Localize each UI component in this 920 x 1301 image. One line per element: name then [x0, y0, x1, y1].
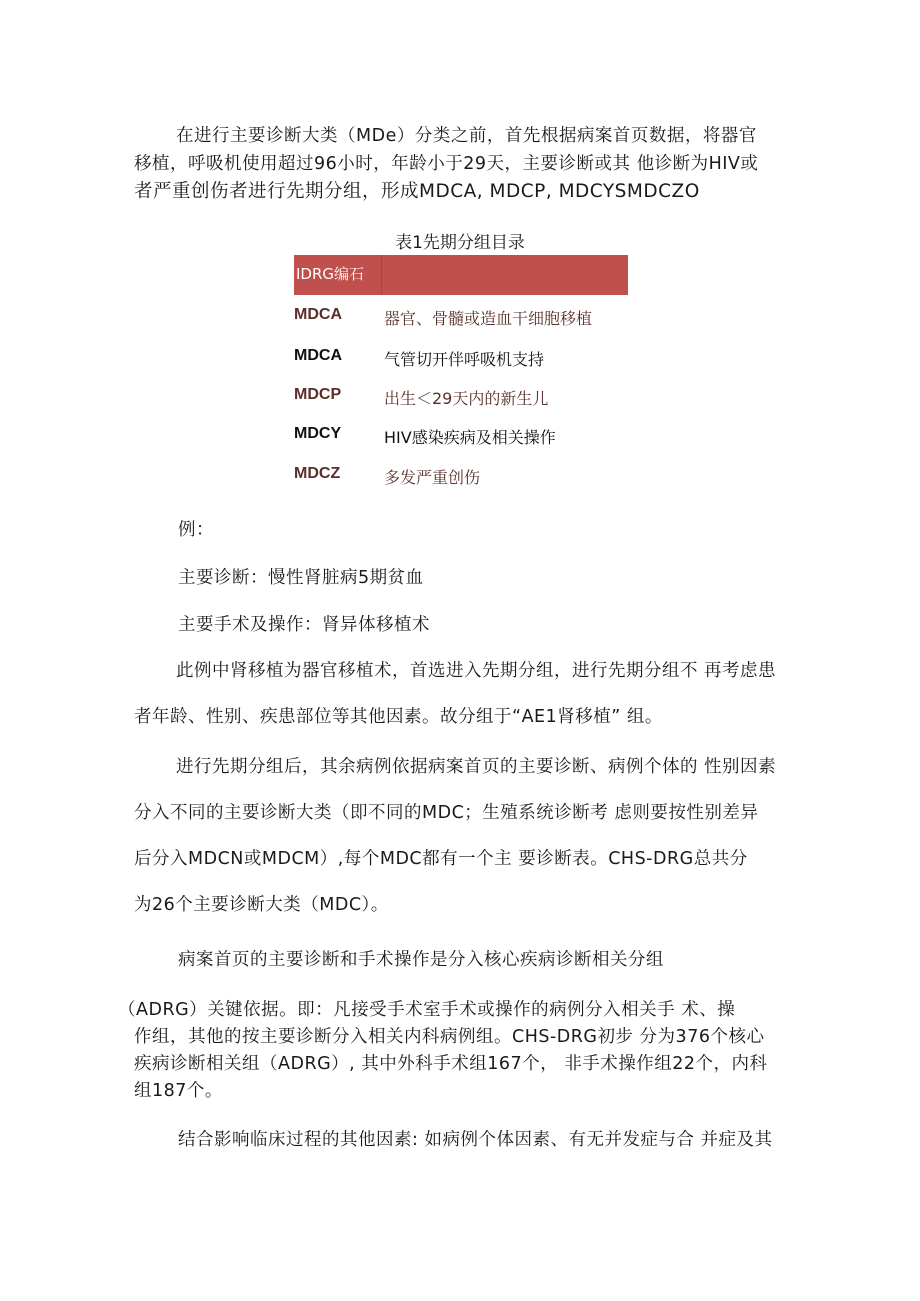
row-name: 出生＜29天内的新生儿 — [384, 389, 549, 408]
table-row — [294, 386, 548, 409]
table-row — [294, 465, 480, 488]
table-row — [294, 306, 592, 329]
example-surgery: 主要手术及操作：肾异体移植术 — [178, 615, 430, 635]
paragraph-1 — [134, 648, 788, 740]
para1-line-1: 此例中肾移植为器官移植术，首选进入先期分组，进行先期分组不 再考虑患 — [176, 661, 777, 681]
example-diagnosis: 主要诊断：慢性肾脏病5期贫血 — [178, 568, 424, 588]
example-label: 例： — [178, 520, 214, 540]
intro-line-2: 移植，呼吸机使用超过96小时，年龄小于29天，主要诊断或其 他诊断为HIV或 — [134, 154, 759, 174]
intro-paragraph — [134, 122, 788, 206]
intro-line-3: 者严重创伤者进行先期分组，形成MDCA, MDCP, MDCYSMDCZO — [134, 181, 700, 202]
paragraph-3 — [118, 997, 788, 1105]
para2-line-4: 为26个主要诊断大类（MDC）。 — [134, 895, 389, 915]
row-name: HIV感染疾病及相关操作 — [384, 428, 556, 447]
para3-line-3: 疾病诊断相关组（ADRG）, 其中外科手术组167个， 非手术操作组22个，内科 — [134, 1054, 768, 1074]
row-name: 气管切开伴呼吸机支持 — [384, 350, 545, 369]
para4-first-line: 结合影响临床过程的其他因素: 如病例个体因素、有无并发症与合 并症及其 — [178, 1130, 773, 1150]
para3-line-2: 作组，其他的按主要诊断分入相关内科病例组。CHS-DRG初步 分为376个核心 — [134, 1027, 765, 1047]
para3-first-line: 病案首页的主要诊断和手术操作是分入核心疾病诊断相关分组 — [178, 950, 664, 970]
row-code: MDCA — [294, 347, 342, 364]
intro-line-1: 在进行主要诊断大类（MDe）分类之前，首先根据病案首页数据，将器官 — [176, 126, 757, 146]
para2-line-2: 分入不同的主要诊断大类（即不同的MDC；生殖系统诊断考 虑则要按性别差异 — [134, 803, 759, 823]
table-header-code: IDRG编石 — [294, 255, 382, 295]
row-code: MDCZ — [294, 465, 341, 482]
row-code: MDCP — [294, 386, 342, 403]
row-name: 多发严重创伤 — [384, 468, 481, 487]
para3-line-1: （ADRG）关键依据。即：凡接受手术室手术或操作的病例分入相关手 术、操 — [118, 1000, 736, 1020]
table-row — [294, 425, 556, 448]
table-row — [294, 347, 544, 370]
table-header — [294, 255, 628, 295]
para2-line-3: 后分入MDCN或MDCM）,每个MDC都有一个主 要诊断表。CHS-DRG总共分 — [134, 849, 748, 869]
table-header-name — [382, 255, 628, 295]
row-name: 器官、骨髓或造血干细胞移植 — [384, 309, 593, 328]
paragraph-2 — [134, 744, 788, 928]
para2-line-1: 进行先期分组后，其余病例依据病案首页的主要诊断、病例个体的 性别因素 — [176, 757, 777, 777]
para3-line-4: 组187个。 — [134, 1081, 223, 1101]
para1-line-2: 者年龄、性别、疾患部位等其他因素。故分组于“AE1肾移植” 组。 — [134, 707, 663, 727]
row-code: MDCY — [294, 425, 342, 442]
row-code: MDCA — [294, 306, 342, 323]
table-caption: 表1先期分组目录 — [395, 233, 525, 253]
